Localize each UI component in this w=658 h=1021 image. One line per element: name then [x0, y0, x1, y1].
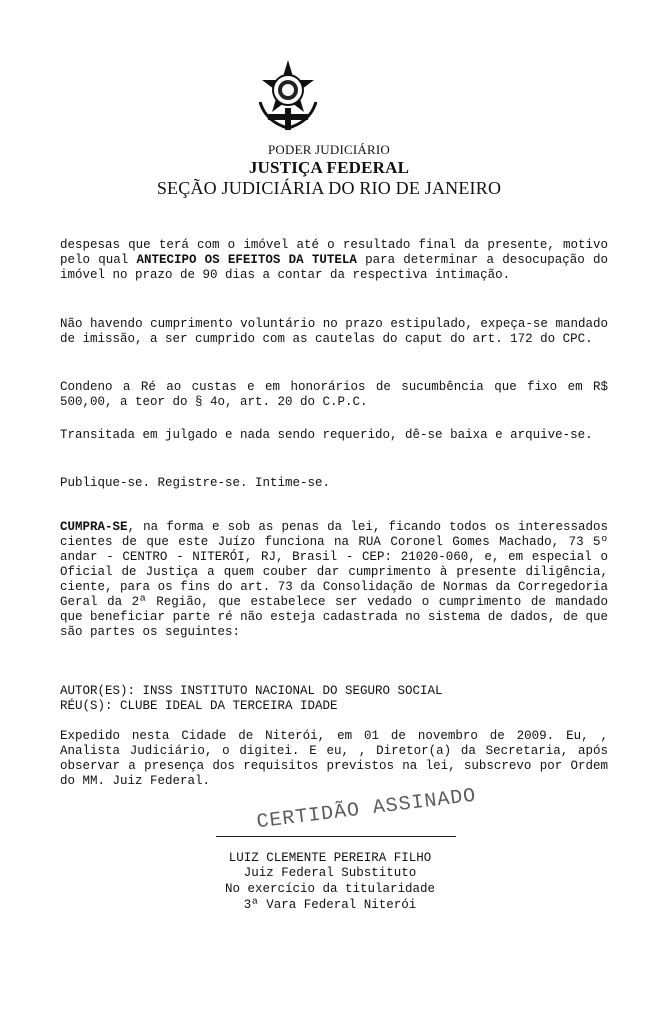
- signer-name: LUIZ CLEMENTE PEREIRA FILHO: [228, 851, 432, 865]
- p1-emphasis: ANTECIPO OS EFEITOS DA TUTELA: [136, 253, 357, 267]
- signer-court: 3ª Vara Federal Niterói: [243, 898, 417, 912]
- cumpra-se-text: , na forma e sob as penas da lei, ficando todos os interessados cientes de que este Juízo funciona na RUA Coronel Gomes Machado, 73 5º andar - CENTRO - NITERÓI, RJ, Brasil - CEP: 21020-060, e, em especial o Oficial de Justiça a quem couber dar cumprimento à presente diligência, ciente, para os fins do art. 73 da Consolidação de Normas da Corregedoria Geral da 2ª Região, que estabelece ser vedado o cumprimento de mandado que beneficiar parte ré não esteja cadastrada no sistema de dados, de que são partes os seguintes:: [60, 520, 608, 639]
- autor-line: AUTOR(ES): INSS INSTITUTO NACIONAL DO SEGURO SOCIAL: [60, 684, 443, 698]
- paragraph-mandado-imissao: Não havendo cumprimento voluntário no prazo estipulado, expeça-se mandado de imissão, a ser cumprido com as cautelas do caput do art. 172 do CPC.: [60, 317, 608, 346]
- paragraph-cumpra-se: [60, 520, 608, 640]
- republic-coat-of-arms-icon: [252, 58, 324, 136]
- reu-line: RÉU(S): CLUBE IDEAL DA TERCEIRA IDADE: [60, 699, 338, 713]
- paragraph-antecipacao-tutela: [60, 238, 608, 283]
- header-line-secao-judiciaria: SEÇÃO JUDICIÁRIA DO RIO DE JANEIRO: [156, 178, 502, 198]
- paragraph-transito-julgado: Transitada em julgado e nada sendo requerido, dê-se baixa e arquive-se.: [60, 428, 593, 442]
- header-line-justica-federal: JUSTIÇA FEDERAL: [248, 158, 410, 177]
- parties-block: [60, 684, 608, 714]
- paragraph-publique-se: Publique-se. Registre-se. Intime-se.: [60, 476, 331, 490]
- signature-line: [216, 836, 456, 837]
- p1-text-c: para determinar a desocupação do imóvel no prazo de 90 dias a contar da respectiva intimação.: [60, 253, 608, 282]
- header-line-poder-judiciario: PODER JUDICIÁRIO: [267, 142, 390, 157]
- signer-note: No exercício da titularidade: [224, 882, 436, 896]
- signer-role: Juiz Federal Substituto: [243, 866, 417, 880]
- p1-text-a: despesas que terá com o imóvel até o resultado final da presente, motivo pelo qual: [60, 238, 608, 267]
- paragraph-condenacao-custas: Condeno a Ré ao custas e em honorários de sucumbência que fixo em R$ 500,00, a teor do § 4o, art. 20 do C.P.C.: [60, 380, 608, 409]
- cumpra-se-label: CUMPRA-SE: [60, 520, 128, 534]
- signature-stamp: CERTIDÃO ASSINADO: [255, 784, 478, 835]
- paragraph-expedido: Expedido nesta Cidade de Niterói, em 01 de novembro de 2009. Eu, , Analista Judiciário, o digitei. E eu, , Diretor(a) da Secretaria, após observar a presença dos requisitos previstos na lei, subscrevo por Ordem do MM. Juiz Federal.: [60, 729, 608, 788]
